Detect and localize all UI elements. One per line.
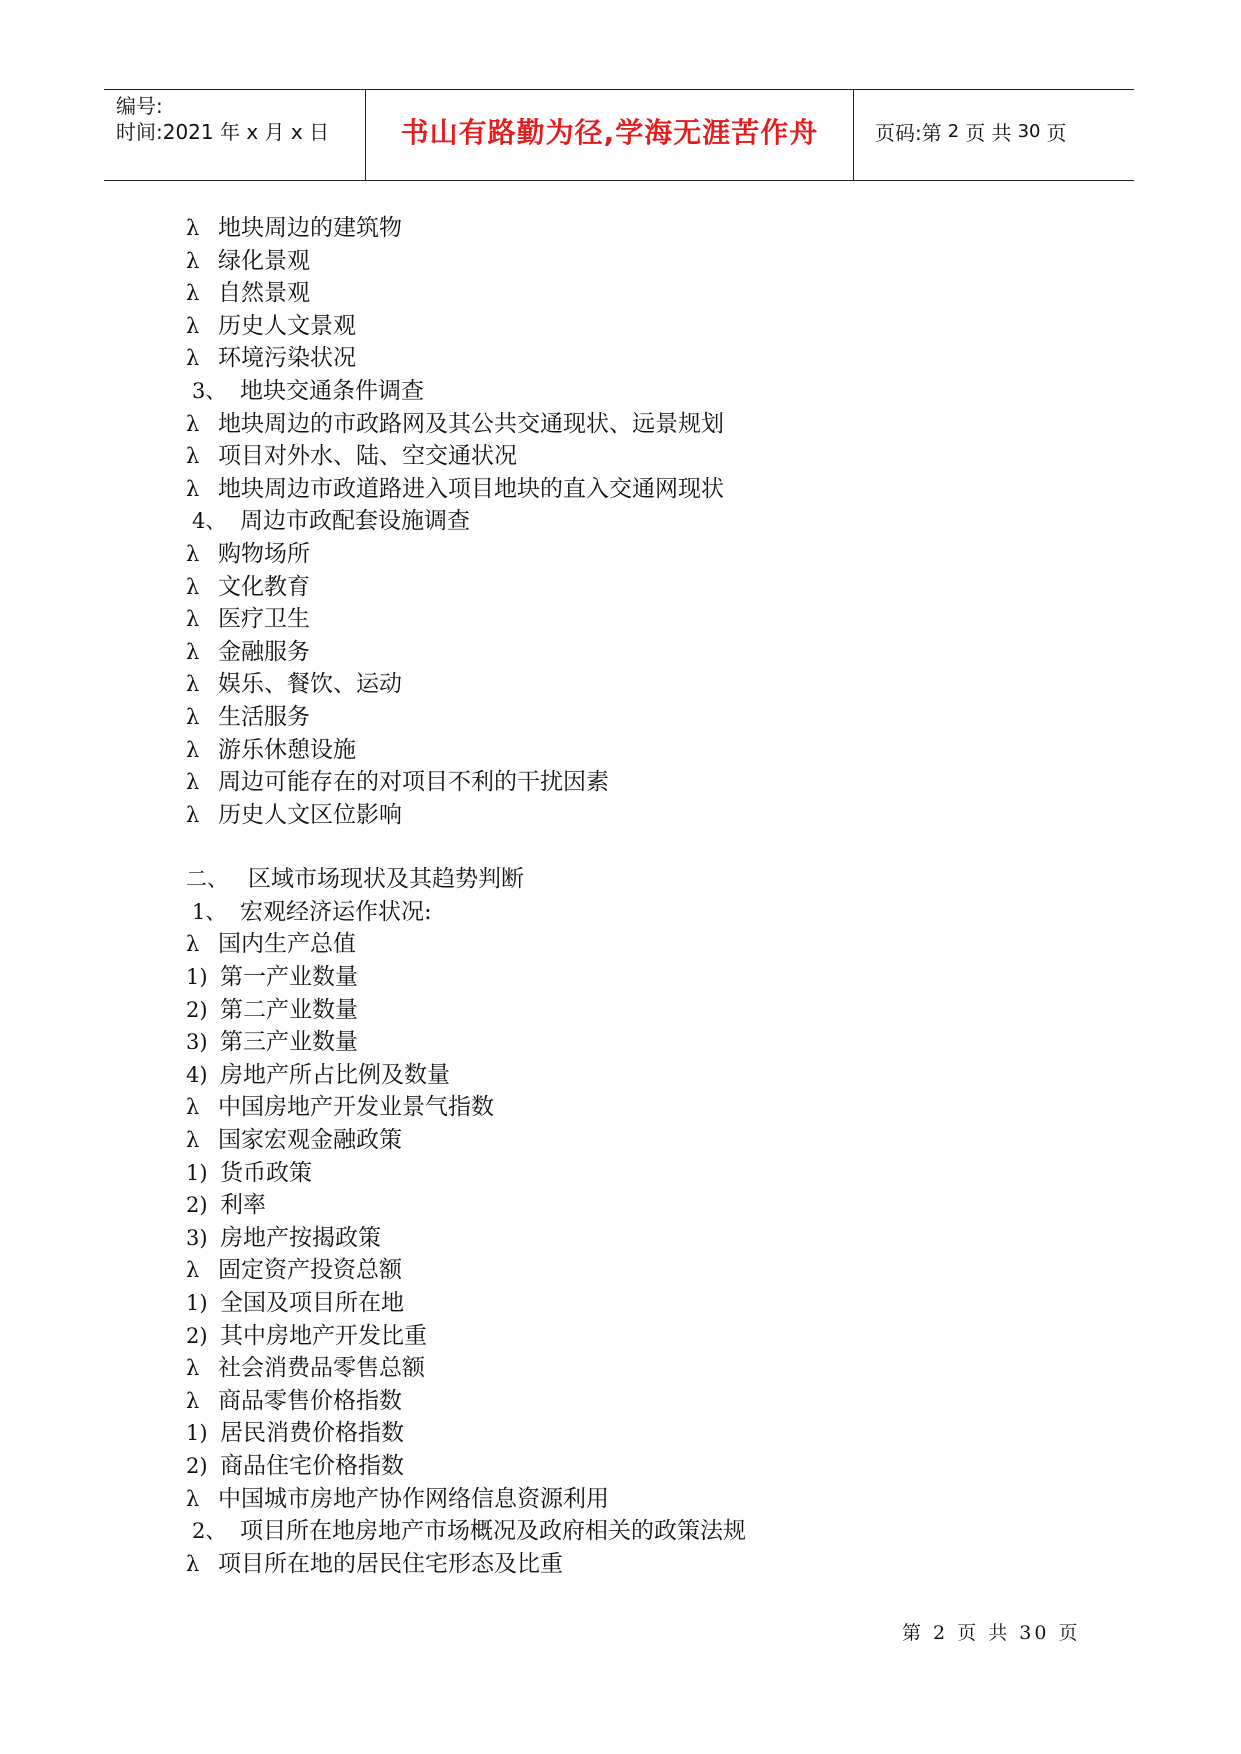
bullet-item bbox=[186, 928, 1086, 961]
numbered-item bbox=[186, 1320, 1086, 1353]
item-text: 商品住宅价格指数 bbox=[220, 1452, 404, 1479]
item-text: 利率 bbox=[220, 1192, 266, 1219]
lambda-bullet-icon: λ bbox=[186, 1258, 200, 1283]
bullet-item bbox=[186, 1548, 1086, 1581]
bullet-item bbox=[186, 701, 1086, 734]
bullet-item bbox=[186, 1254, 1086, 1287]
bullet-item bbox=[186, 1091, 1086, 1124]
lambda-bullet-icon: λ bbox=[186, 411, 200, 436]
bullet-item bbox=[186, 408, 1086, 441]
numbered-item bbox=[186, 1026, 1086, 1059]
numbered-item bbox=[186, 1417, 1086, 1450]
header-page-info bbox=[864, 90, 1069, 180]
item-text: 宏观经济运作状况: bbox=[240, 898, 432, 925]
bullet-item bbox=[186, 766, 1086, 799]
item-marker: 1) bbox=[186, 1421, 208, 1446]
lambda-bullet-icon: λ bbox=[186, 476, 200, 501]
page-footer: 第 2 页 共 30 页 bbox=[902, 1622, 1081, 1644]
numbered-item bbox=[186, 1189, 1086, 1222]
bullet-item bbox=[186, 636, 1086, 669]
item-text: 固定资产投资总额 bbox=[218, 1257, 402, 1284]
lambda-bullet-icon: λ bbox=[186, 444, 200, 469]
item-marker: 2) bbox=[186, 1193, 208, 1218]
item-text: 购物场所 bbox=[218, 540, 310, 567]
item-text: 项目对外水、陆、空交通状况 bbox=[218, 443, 517, 470]
item-text: 房地产按揭政策 bbox=[220, 1224, 381, 1251]
header-motto: 书山有路勤为径,学海无涯苦作舟 bbox=[366, 90, 854, 180]
lambda-bullet-icon: λ bbox=[186, 1095, 200, 1120]
section-heading bbox=[186, 896, 1086, 929]
item-marker: 4、 bbox=[192, 509, 227, 534]
bullet-item bbox=[186, 1352, 1086, 1385]
item-text: 中国城市房地产协作网络信息资源利用 bbox=[218, 1485, 609, 1512]
bullet-item bbox=[186, 310, 1086, 343]
numbered-item bbox=[186, 1059, 1086, 1092]
item-text: 国家宏观金融政策 bbox=[218, 1127, 402, 1154]
item-text: 历史人文区位影响 bbox=[218, 801, 402, 828]
bullet-item bbox=[186, 212, 1086, 245]
item-text: 绿化景观 bbox=[218, 247, 310, 274]
lambda-bullet-icon: λ bbox=[186, 248, 200, 273]
lambda-bullet-icon: λ bbox=[186, 574, 200, 599]
numbered-item bbox=[186, 994, 1086, 1027]
lambda-bullet-icon: λ bbox=[186, 541, 200, 566]
lambda-bullet-icon: λ bbox=[186, 313, 200, 338]
item-marker: 二、 bbox=[186, 867, 228, 892]
item-text: 国内生产总值 bbox=[218, 931, 356, 958]
lambda-bullet-icon: λ bbox=[186, 216, 200, 240]
item-text: 居民消费价格指数 bbox=[220, 1420, 404, 1447]
bullet-item bbox=[186, 473, 1086, 506]
lambda-bullet-icon: λ bbox=[186, 1388, 200, 1413]
page-end: 页 bbox=[1046, 120, 1067, 145]
item-marker: 1、 bbox=[192, 899, 227, 924]
item-text: 第一产业数量 bbox=[220, 964, 358, 991]
item-marker: 3、 bbox=[192, 378, 227, 403]
lambda-bullet-icon: λ bbox=[186, 607, 200, 632]
lambda-bullet-icon: λ bbox=[186, 281, 200, 306]
item-marker: 4) bbox=[186, 1062, 208, 1087]
bullet-item bbox=[186, 734, 1086, 767]
bullet-item bbox=[186, 342, 1086, 375]
section-spacer bbox=[186, 831, 1086, 863]
item-text: 项目所在地房地产市场概况及政府相关的政策法规 bbox=[240, 1518, 746, 1545]
numbered-item bbox=[186, 1222, 1086, 1255]
item-marker: 3) bbox=[186, 1225, 208, 1250]
bullet-item bbox=[186, 1124, 1086, 1157]
item-text: 地块周边的建筑物 bbox=[218, 215, 402, 241]
lambda-bullet-icon: λ bbox=[186, 1551, 200, 1576]
header-meta bbox=[104, 90, 366, 180]
item-text: 历史人文景观 bbox=[218, 312, 356, 339]
lambda-bullet-icon: λ bbox=[186, 932, 200, 957]
bullet-item bbox=[186, 277, 1086, 310]
item-marker: 1) bbox=[186, 965, 208, 990]
item-text: 周边市政配套设施调查 bbox=[240, 508, 470, 535]
lambda-bullet-icon: λ bbox=[186, 639, 200, 664]
item-marker: 2) bbox=[186, 1453, 208, 1478]
bullet-item bbox=[186, 538, 1086, 571]
document-body bbox=[186, 212, 1086, 1580]
item-marker: 1) bbox=[186, 1291, 208, 1315]
item-text: 货币政策 bbox=[220, 1159, 312, 1186]
lambda-bullet-icon: λ bbox=[186, 1128, 200, 1153]
item-text: 商品零售价格指数 bbox=[218, 1387, 402, 1414]
lambda-bullet-icon: λ bbox=[186, 1486, 200, 1511]
lambda-bullet-icon: λ bbox=[186, 737, 200, 762]
bullet-item bbox=[186, 1385, 1086, 1418]
section-heading bbox=[186, 375, 1086, 408]
item-marker: 2、 bbox=[192, 1519, 227, 1544]
item-marker: 2) bbox=[186, 1323, 208, 1348]
item-text: 游乐休憩设施 bbox=[218, 736, 356, 763]
page-current: 2 bbox=[947, 120, 960, 142]
item-text: 第二产业数量 bbox=[220, 996, 358, 1023]
item-text: 第三产业数量 bbox=[220, 1029, 358, 1056]
item-text: 区域市场现状及其趋势判断 bbox=[248, 866, 524, 893]
item-marker: 2) bbox=[186, 997, 208, 1022]
lambda-bullet-icon: λ bbox=[186, 672, 200, 697]
section-heading bbox=[186, 505, 1086, 538]
item-text: 房地产所占比例及数量 bbox=[220, 1061, 450, 1088]
bullet-item bbox=[186, 1483, 1086, 1516]
item-text: 全国及项目所在地 bbox=[220, 1290, 404, 1316]
page-total: 30 bbox=[1017, 120, 1041, 142]
lambda-bullet-icon: λ bbox=[186, 346, 200, 371]
lambda-bullet-icon: λ bbox=[186, 704, 200, 729]
item-text: 其中房地产开发比重 bbox=[220, 1322, 427, 1349]
numbered-item bbox=[186, 1287, 1086, 1320]
item-text: 地块交通条件调查 bbox=[240, 377, 424, 404]
item-marker: 3) bbox=[186, 1030, 208, 1055]
lambda-bullet-icon: λ bbox=[186, 802, 200, 827]
page-label: 页码:第 bbox=[875, 120, 942, 145]
numbered-item bbox=[186, 1450, 1086, 1483]
lambda-bullet-icon: λ bbox=[186, 1356, 200, 1381]
bullet-item bbox=[186, 571, 1086, 604]
item-text: 地块周边的市政路网及其公共交通现状、远景规划 bbox=[218, 410, 724, 437]
document-time-label: 时间:2021 年 x 月 x 日 bbox=[116, 120, 330, 144]
lambda-bullet-icon: λ bbox=[186, 770, 200, 795]
item-text: 金融服务 bbox=[218, 638, 310, 665]
item-text: 环境污染状况 bbox=[218, 345, 356, 372]
item-text: 地块周边市政道路进入项目地块的直入交通网现状 bbox=[218, 475, 724, 502]
section-heading bbox=[186, 863, 1086, 896]
item-text: 社会消费品零售总额 bbox=[218, 1355, 425, 1382]
bullet-item bbox=[186, 245, 1086, 278]
item-text: 中国房地产开发业景气指数 bbox=[218, 1094, 494, 1121]
page-header bbox=[104, 89, 1134, 181]
bullet-item bbox=[186, 440, 1086, 473]
numbered-item bbox=[186, 1157, 1086, 1190]
item-text: 文化教育 bbox=[218, 573, 310, 600]
bullet-item bbox=[186, 799, 1086, 832]
numbered-item bbox=[186, 961, 1086, 994]
item-text: 周边可能存在的对项目不利的干扰因素 bbox=[218, 769, 609, 796]
item-text: 娱乐、餐饮、运动 bbox=[218, 671, 402, 698]
bullet-item bbox=[186, 603, 1086, 636]
page-mid: 页 共 bbox=[965, 120, 1012, 145]
item-text: 项目所在地的居民住宅形态及比重 bbox=[218, 1550, 563, 1577]
item-text: 医疗卫生 bbox=[218, 606, 310, 633]
bullet-item bbox=[186, 668, 1086, 701]
item-marker: 1) bbox=[186, 1160, 208, 1185]
item-text: 自然景观 bbox=[218, 280, 310, 307]
section-heading bbox=[186, 1515, 1086, 1548]
item-text: 生活服务 bbox=[218, 703, 310, 730]
document-number-label: 编号: bbox=[116, 94, 163, 118]
